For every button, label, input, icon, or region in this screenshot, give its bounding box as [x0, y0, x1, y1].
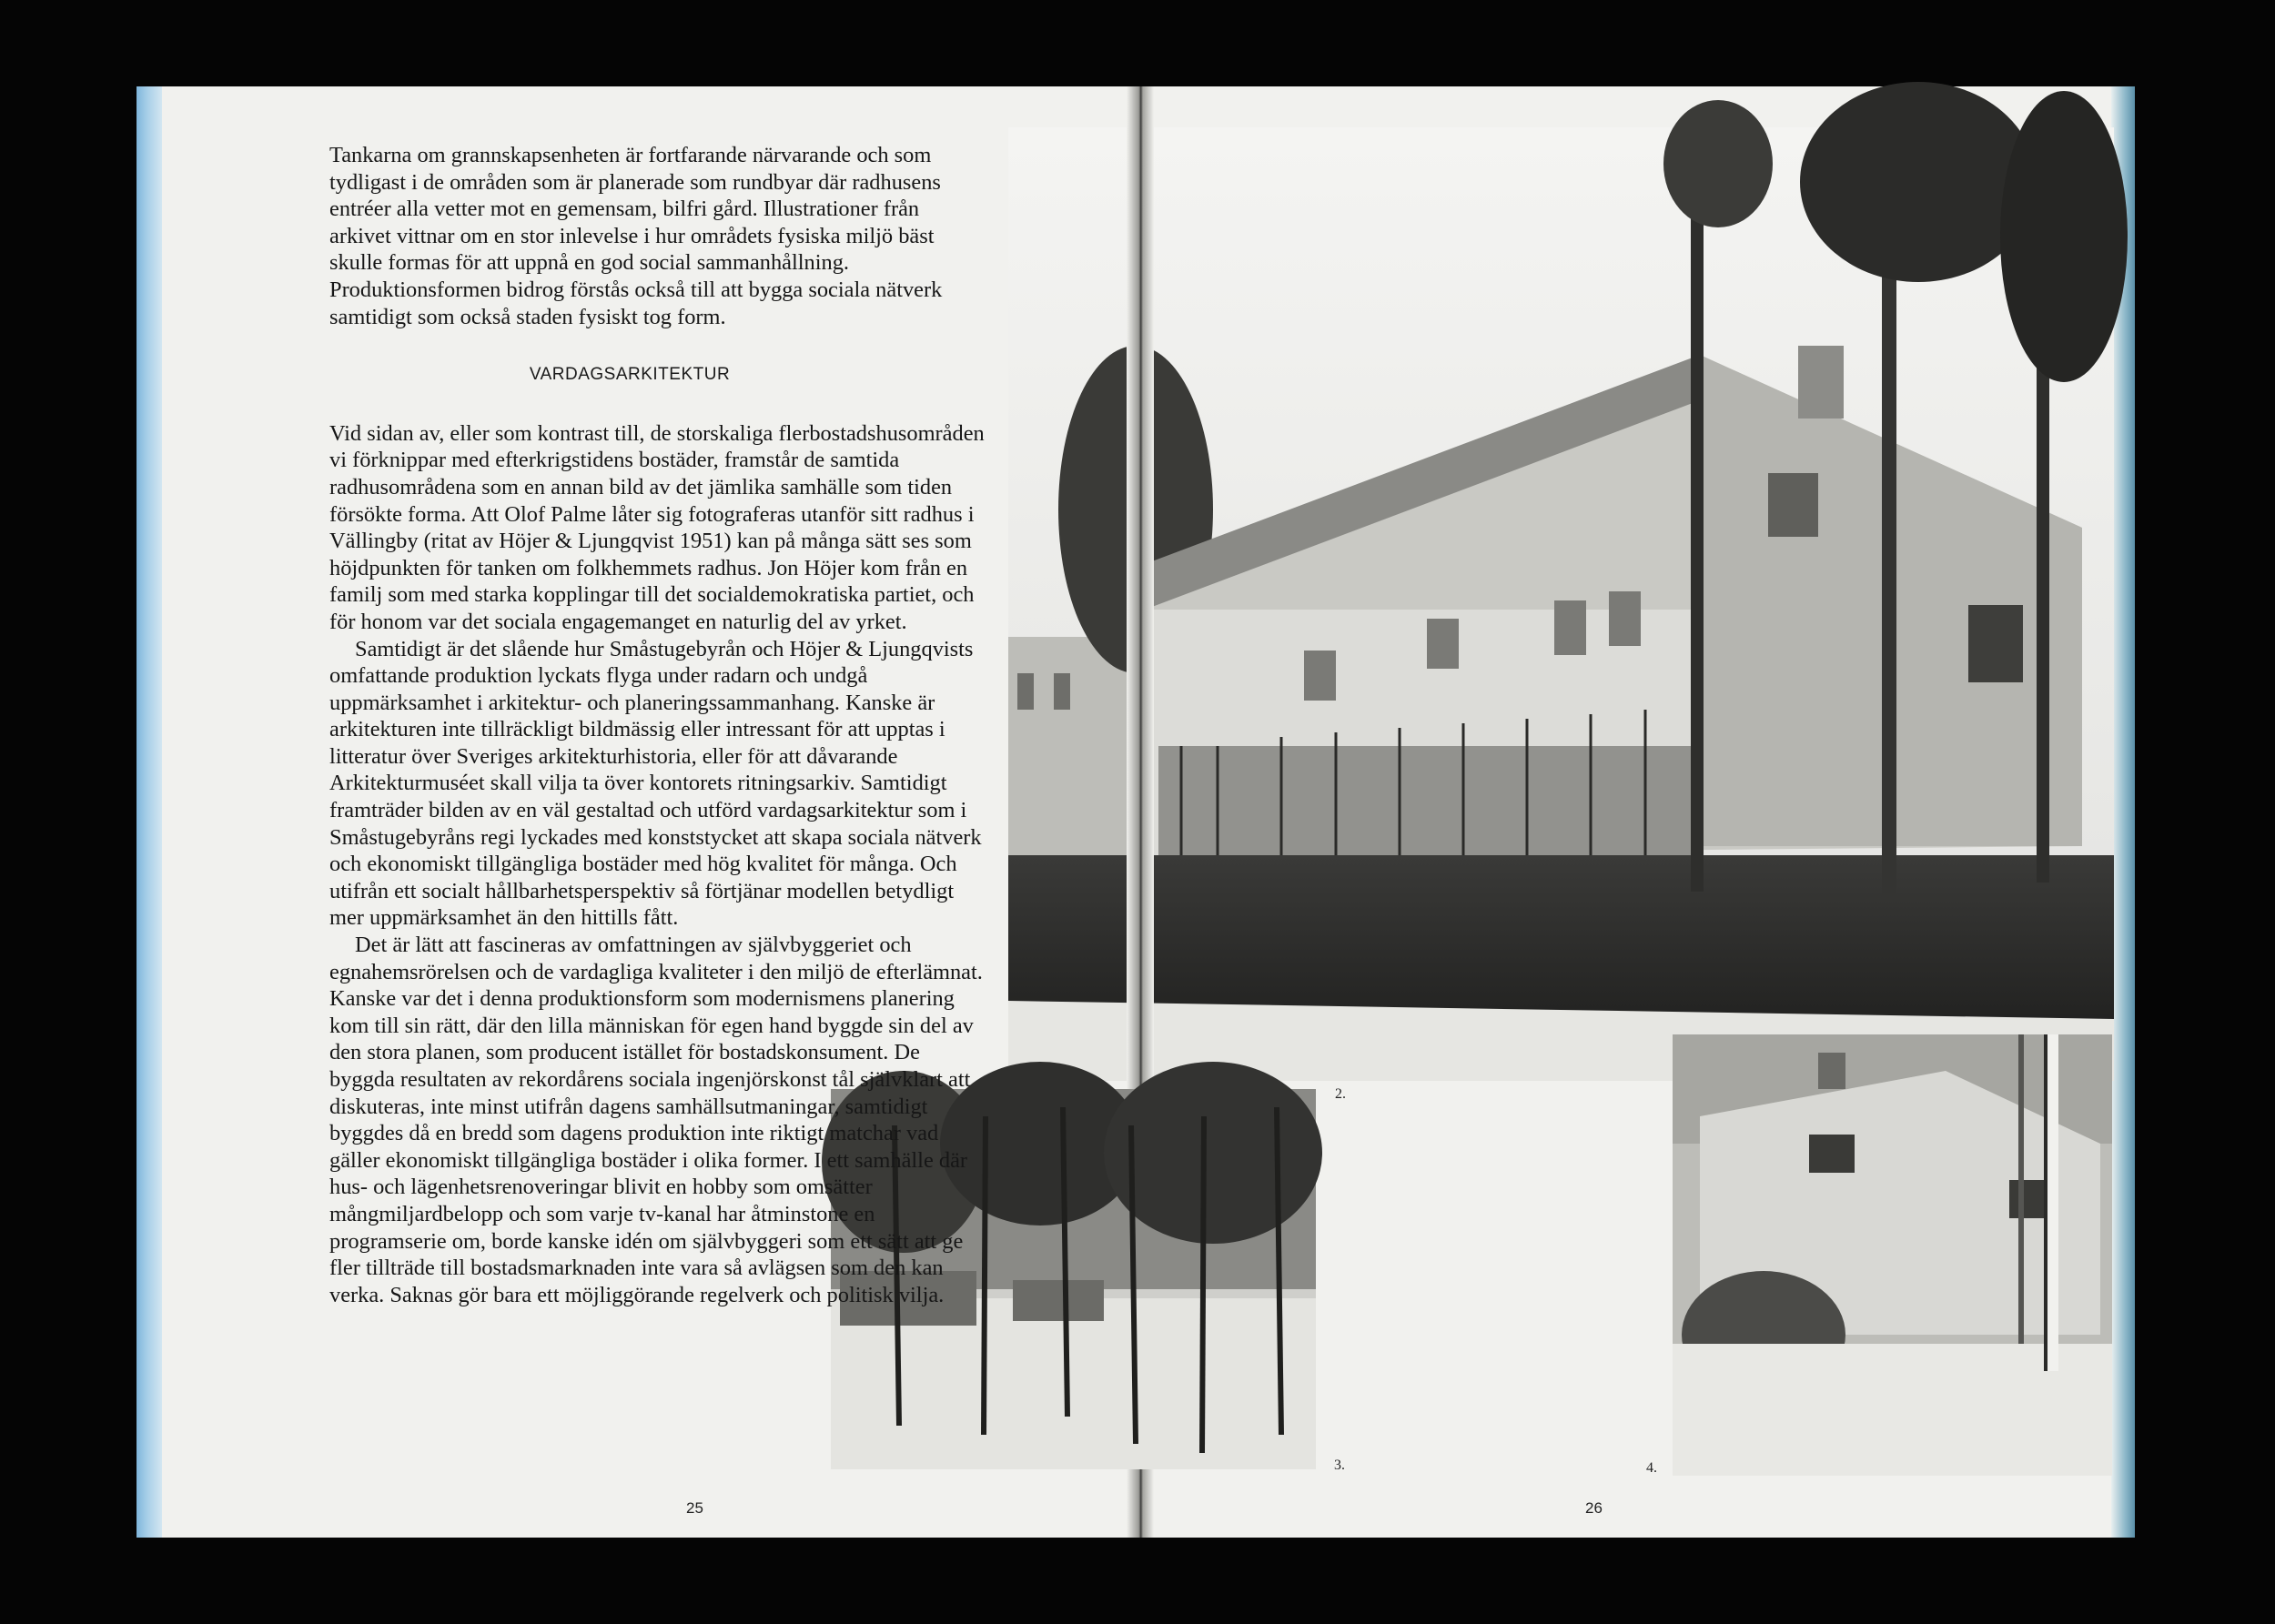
caption-4: 4.	[1646, 1460, 1657, 1476]
paragraph-3: Samtidigt är det slående hur Småstugebyrån och Höjer & Ljungqvists omfattande produktion lyckats flyga under radarn och undgå uppmärksamhet i arkitektur- och planeringssammanhang. Kanske är arkitekturen inte tillräckligt bildmässig eller intressant för att upptas i litteratur över Sveriges arkitekturhistoria, eller för att dåvarande Arkitekturmuséet skall vilja ta över kontorets ritningsarkiv. Samtidigt framträder bilden av en väl gestaltad och utförd vardagsarkitektur som i Småstugebyråns regi lyckades med konststycket att skapa sociala nätverk och ekonomiskt tillgängliga bostäder med hög kvalitet för många. Och utifrån ett socialt hållbarhetsperspektiv så förtjänar modellen betydligt mer uppmärksamhet än den hittills fått.	[329, 636, 982, 931]
paragraph-1: Tankarna om grannskapsenheten är fortfarande närvarande och som tydligast i de områden som är planerade som rundbyar där radhusens entréer alla vetter mot en gemensam, bilfri gård. Illustrationer från arkivet vittnar om en stor inlevelse i hur områdets fysiska miljö bäst skulle formas för att uppnå en god social sammanhållning. Produktionsformen bidrog förstås också till att bygga sociala nätverk samtidigt som också staden fysiskt tog form.	[329, 143, 943, 329]
book-edge-left	[136, 86, 164, 1538]
paragraph-4: Det är lätt att fascineras av omfattningen av självbyggeriet och egnahemsrörelsen och de vardagliga kvaliteter i den miljö de efterlämnat. Kanske var det i denna produktionsform som modernismens planering kom till sin rätt, där den lilla människan för egen hand byggde sin del av den stora planen, som producent istället för bostadskonsument. De byggda resultaten av rekordårens sociala ingenjörskonst tål självklart att diskuteras, inte minst utifrån dagens samhällsutmaningar, samtidigt byggdes då en bredd som dagens produktion inte riktigt matchar vad gäller ekonomiskt tillgängliga bostäder i olika former. I ett samhälle där hus- och lägenhetsrenoveringar blivit en hobby som omsätter mångmiljardbelopp och som varje tv-kanal har åtminstone en programserie om, borde kanske idén om självbyggeri som ett sätt att ge fler tillträde till bostadsmarknaden inte vara så avlägsen som den kan verka. Saknas gör bara ett möjliggörande regelverk och politisk vilja.	[329, 933, 983, 1307]
page-number-left: 25	[686, 1499, 703, 1517]
page-number-right: 26	[1585, 1499, 1603, 1517]
photo-row-houses	[1008, 127, 2114, 1081]
caption-2: 2.	[1335, 1086, 1346, 1102]
photo-house-in-snow	[1673, 1034, 2112, 1476]
section-heading: VARDAGSARKITEKTUR	[529, 365, 731, 385]
body-text-upper	[329, 142, 985, 1307]
caption-3: 3.	[1334, 1458, 1345, 1473]
paragraph-2: Vid sidan av, eller som kontrast till, de storskaliga flerbostadshusområden vi förknippar med efterkrigstidens bostäder, framstår de samtida radhusområdena som en annan bild av det jämlika samhälle som tiden försökte forma. Att Olof Palme låter sig fotograferas utanför sitt radhus i Vällingby (ritat av Höjer & Ljungqvist 1951) kan på många sätt ses som höjdpunkten för tanken om folkhemmets radhus. Jon Höjer kom från en familj som med starka kopplingar till det socialdemokratiska partiet, och för honom var det sociala engagemanget en naturlig del av yrket.	[329, 420, 985, 634]
